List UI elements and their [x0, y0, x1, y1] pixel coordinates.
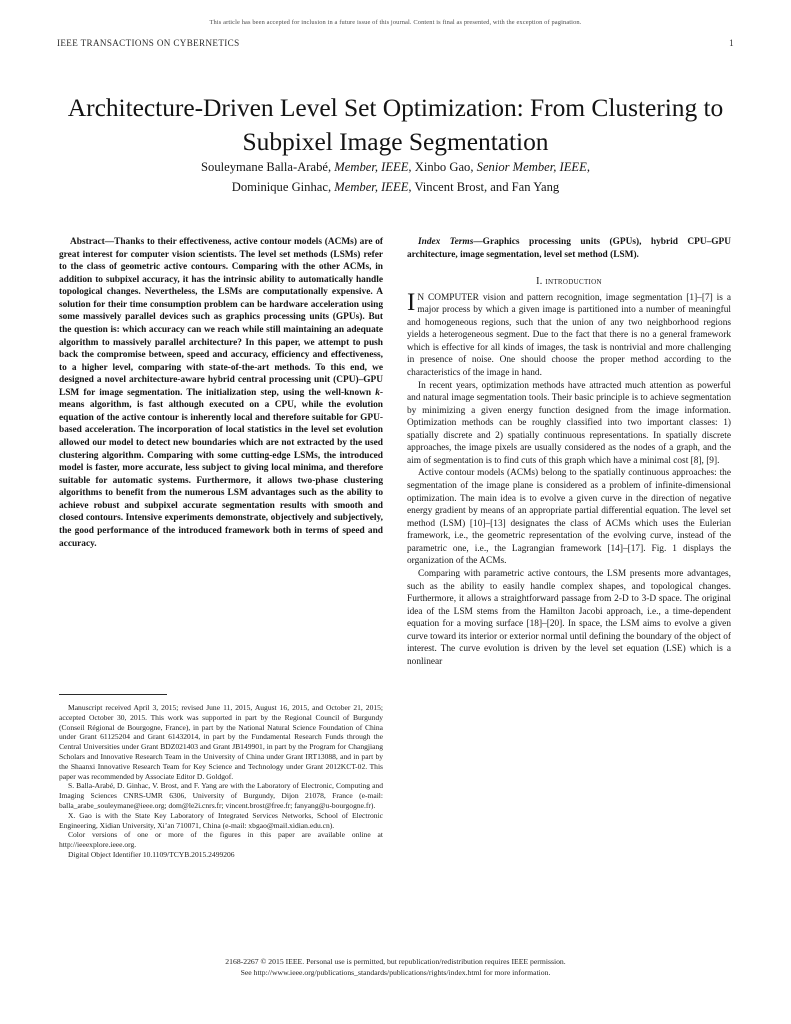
- preprint-notice-banner: This article has been accepted for inclusion in a future issue of this journal. Content is final as presented, with the exception of pagination.: [209, 19, 582, 26]
- author-grade-gao: Senior Member, IEEE: [476, 160, 587, 174]
- footnote-separator-rule: [59, 694, 167, 695]
- copyright-footer: [0, 957, 791, 979]
- index-terms-dash: —: [473, 237, 483, 247]
- section-heading-introduction: [407, 275, 731, 288]
- intro-paragraph-1: [407, 288, 732, 380]
- abstract-paragraph: [59, 236, 383, 550]
- author-name-ginhac: Dominique Ginhac,: [231, 180, 335, 195]
- footnote-affiliation-burgundy: S. Balla-Arabé, D. Ginhac, V. Brost, and F. Yang are with the Laboratory of Electronic, Computing and Imaging Sciences CNRS-UMR 6306, University of Burgundy, Dijon 21078, France (e-mail: balla_arabe_souleymane@ieee.org; dom@le2i.cnrs.fr; vincent.brost@free.fr; fanyang@u-bourgogne.fr).: [59, 781, 383, 810]
- author-name-balla-arabe: Souleymane Balla-Arabé,: [201, 160, 335, 174]
- column-left: [59, 236, 383, 550]
- copyright-line-2: See http://www.ieee.org/publications_standards/publications/rights/index.html for more information.: [240, 967, 551, 977]
- index-terms-paragraph: [407, 236, 731, 261]
- abstract-text: Thanks to their effectiveness, active contour models (ACMs) are of great interest for computer vision scientists. The level set methods (LSMs) refer to the class of geometric active contours. Comparing with the other ACMs, in addition to subpixel accuracy, it has the intrinsic ability to automatically handle topological changes. Nevertheless, the LSMs are computationally expensive. A solution for their time consumption problem can be hardware acceleration using some massively parallel devices such as graphics processing units (GPUs). But the question is: which accuracy can we reach while still maintaining an adequate algorithm to massively parallel architecture? In this paper, we attempt to push back the compromise between, speed and accuracy, efficiency and effectiveness, to a higher level, comparing with state-of-the-art methods. To this end, we designed a novel architecture-aware hybrid central processing unit (CPU)–GPU LSM for image segmentation. The initialization step, using the well-known: [59, 237, 383, 398]
- footnote-color-versions: Color versions of one or more of the figures in this paper are available online at http://ieeexplore.ieee.org.: [59, 830, 383, 850]
- abstract-label: Abstract: [70, 237, 105, 247]
- abstract-dash: —: [104, 237, 115, 247]
- page-title: Architecture-Driven Level Set Optimization: From Clustering to Subpixel Image Segmentation: [67, 93, 724, 156]
- drop-cap-letter: I: [407, 288, 416, 316]
- abstract-text-continued: -means algorithm, is fast although executed on a CPU, while the evolution equation of the active contour is inherently local and therefore suitable for GPU-based acceleration. The incorporation of local statistics in the level set evolution allowed our model to detect new boundaries which are not extracted by the used clustering algorithm. Comparing with some cutting-edge LSMs, the introduced model is faster, more accurate, less subject to giving local minima, and therefore suitable for automatic systems. Furthermore, it allows two-phase clustering algorithms to benefit from the numerous LSM advantages such as the ability to achieve robust and subpixel accurate segmentation results with smooth and closed contours. Intensive experiments demonstrate, objectively and subjectively, the good performance of the introduced framework both in terms of speed and accuracy.: [59, 387, 383, 549]
- author-grade-ginhac: Member, IEEE: [334, 180, 409, 195]
- intro-paragraph-3: Active contour models (ACMs) belong to the spatially continuous approaches: the segmentation of the image plane is considered as a problem of infinite-dimensional optimization. The main idea is to evolve a given curve in the direction of negative energy gradient by means of an appropriate partial differential equation. The level set method (LSM) [10]–[13] designates the class of ACMs which uses the Eulerian framework, i.e., the geometric representation of the evolving curve, instead of the parametric one, i.e., the Lagrangian framework [14]–[17]. Fig. 1 displays the organization of the ACMs.: [407, 468, 731, 567]
- footnote-affiliation-xidian: X. Gao is with the State Key Laboratory of Integrated Services Networks, School of Electronic Engineering, Xidian University, Xi’an 710071, China (e-mail: xbgao@mail.xidian.edu.cn).: [59, 810, 383, 830]
- section-number: I.: [536, 276, 543, 288]
- column-right: [407, 236, 731, 668]
- copyright-line-1: 2168-2267 © 2015 IEEE. Personal use is permitted, but republication/redistribution requires IEEE permission.: [225, 957, 566, 966]
- footnote-manuscript-history: Manuscript received April 3, 2015; revised June 11, 2015, August 16, 2015, and October 21, 2015; accepted October 30, 2015. This work was supported in part by the Regional Council of Burgundy (Conseil Régional de Bourgogne, France), in part by the National Natural Science Foundation of China under Grant 61125204 and Grant 61432014, in part by the Fundamental Research Funds through the Central Universities under Grant BDZ021403 and Grant JB149901, in part by the Program for Changjiang Scholars and Innovative Research Team in the University of China under Grant IRT13088, and in part by the Shaanxi Innovative Research Team for Key Science and Technology under Grant 2012KCT-02. This paper was recommended by Associate Editor D. Goldgof.: [59, 703, 383, 781]
- author-line-2: [232, 180, 559, 194]
- page-number: 1: [729, 38, 734, 48]
- author-names-brost-yang: , Vincent Brost, and Fan Yang: [408, 180, 560, 195]
- footnote-block: [59, 703, 383, 860]
- index-terms-text: Graphics processing units (GPUs), hybrid CPU–GPU architecture, image segmentation, level set method (LSM).: [407, 237, 731, 260]
- journal-name: IEEE TRANSACTIONS ON CYBERNETICS: [57, 38, 240, 48]
- intro-paragraph-4: Comparing with parametric active contours, the LSM presents more advantages, such as the ability to easily handle complex shapes, and topological changes. Furthermore, it allows a straightforward passage from 2-D to 3-D space. The original idea of the LSM stems from the Hamilton Jacobi approach, i.e., a time-dependent equation for a moving surface [18]–[20]. In space, the LSM aims to evolve a given curve toward its interior or exterior normal until defining the boundary of the object of interest. The curve evolution is driven by the level set equation (LSE) which is a nonlinear: [407, 568, 731, 667]
- section-name: introduction: [545, 276, 602, 288]
- author-name-gao: , Xinbo Gao,: [408, 160, 477, 174]
- abstract-text-italic-k: k: [375, 387, 380, 398]
- index-terms-label: Index Terms: [418, 237, 474, 247]
- intro-lead-words: N COMPUTER: [417, 292, 479, 303]
- footnote-doi: Digital Object Identifier 10.1109/TCYB.2015.2499206: [68, 849, 235, 859]
- author-list: [90, 157, 701, 198]
- author-line-1: [201, 160, 590, 174]
- running-head: [57, 38, 734, 48]
- author-grade-balla-arabe: Member, IEEE: [334, 160, 409, 174]
- intro-paragraph-1-text: vision and pattern recognition, image segmentation [1]–[7] is a major process by which a given image is partitioned into a number of meaningful and homogeneous regions, such that the union of any two neighborhood regions yields a heterogeneous segment. Due to the fact that there is no a general framework which is effective for all kinds of images, the task is nontrivial and more challenging in presence of noise. One should choose the proper method according to the characteristics of the image in hand.: [407, 292, 732, 378]
- author-line1-tail: ,: [586, 160, 590, 174]
- intro-paragraph-2: In recent years, optimization methods have attracted much attention as powerful and natural image segmentation tools. Their basic principle is to achieve segmentation by minimizing a given energy function designed from the image information. Optimization methods can be roughly classified into two important classes: 1) spatially discrete and 2) spatially continuous representations. In spatially discrete approaches, the image pixels are usually considered as the nodes of a graph, and the aim of segmentation is to find cuts of this graph which have a minimal cost [8], [9].: [407, 380, 731, 466]
